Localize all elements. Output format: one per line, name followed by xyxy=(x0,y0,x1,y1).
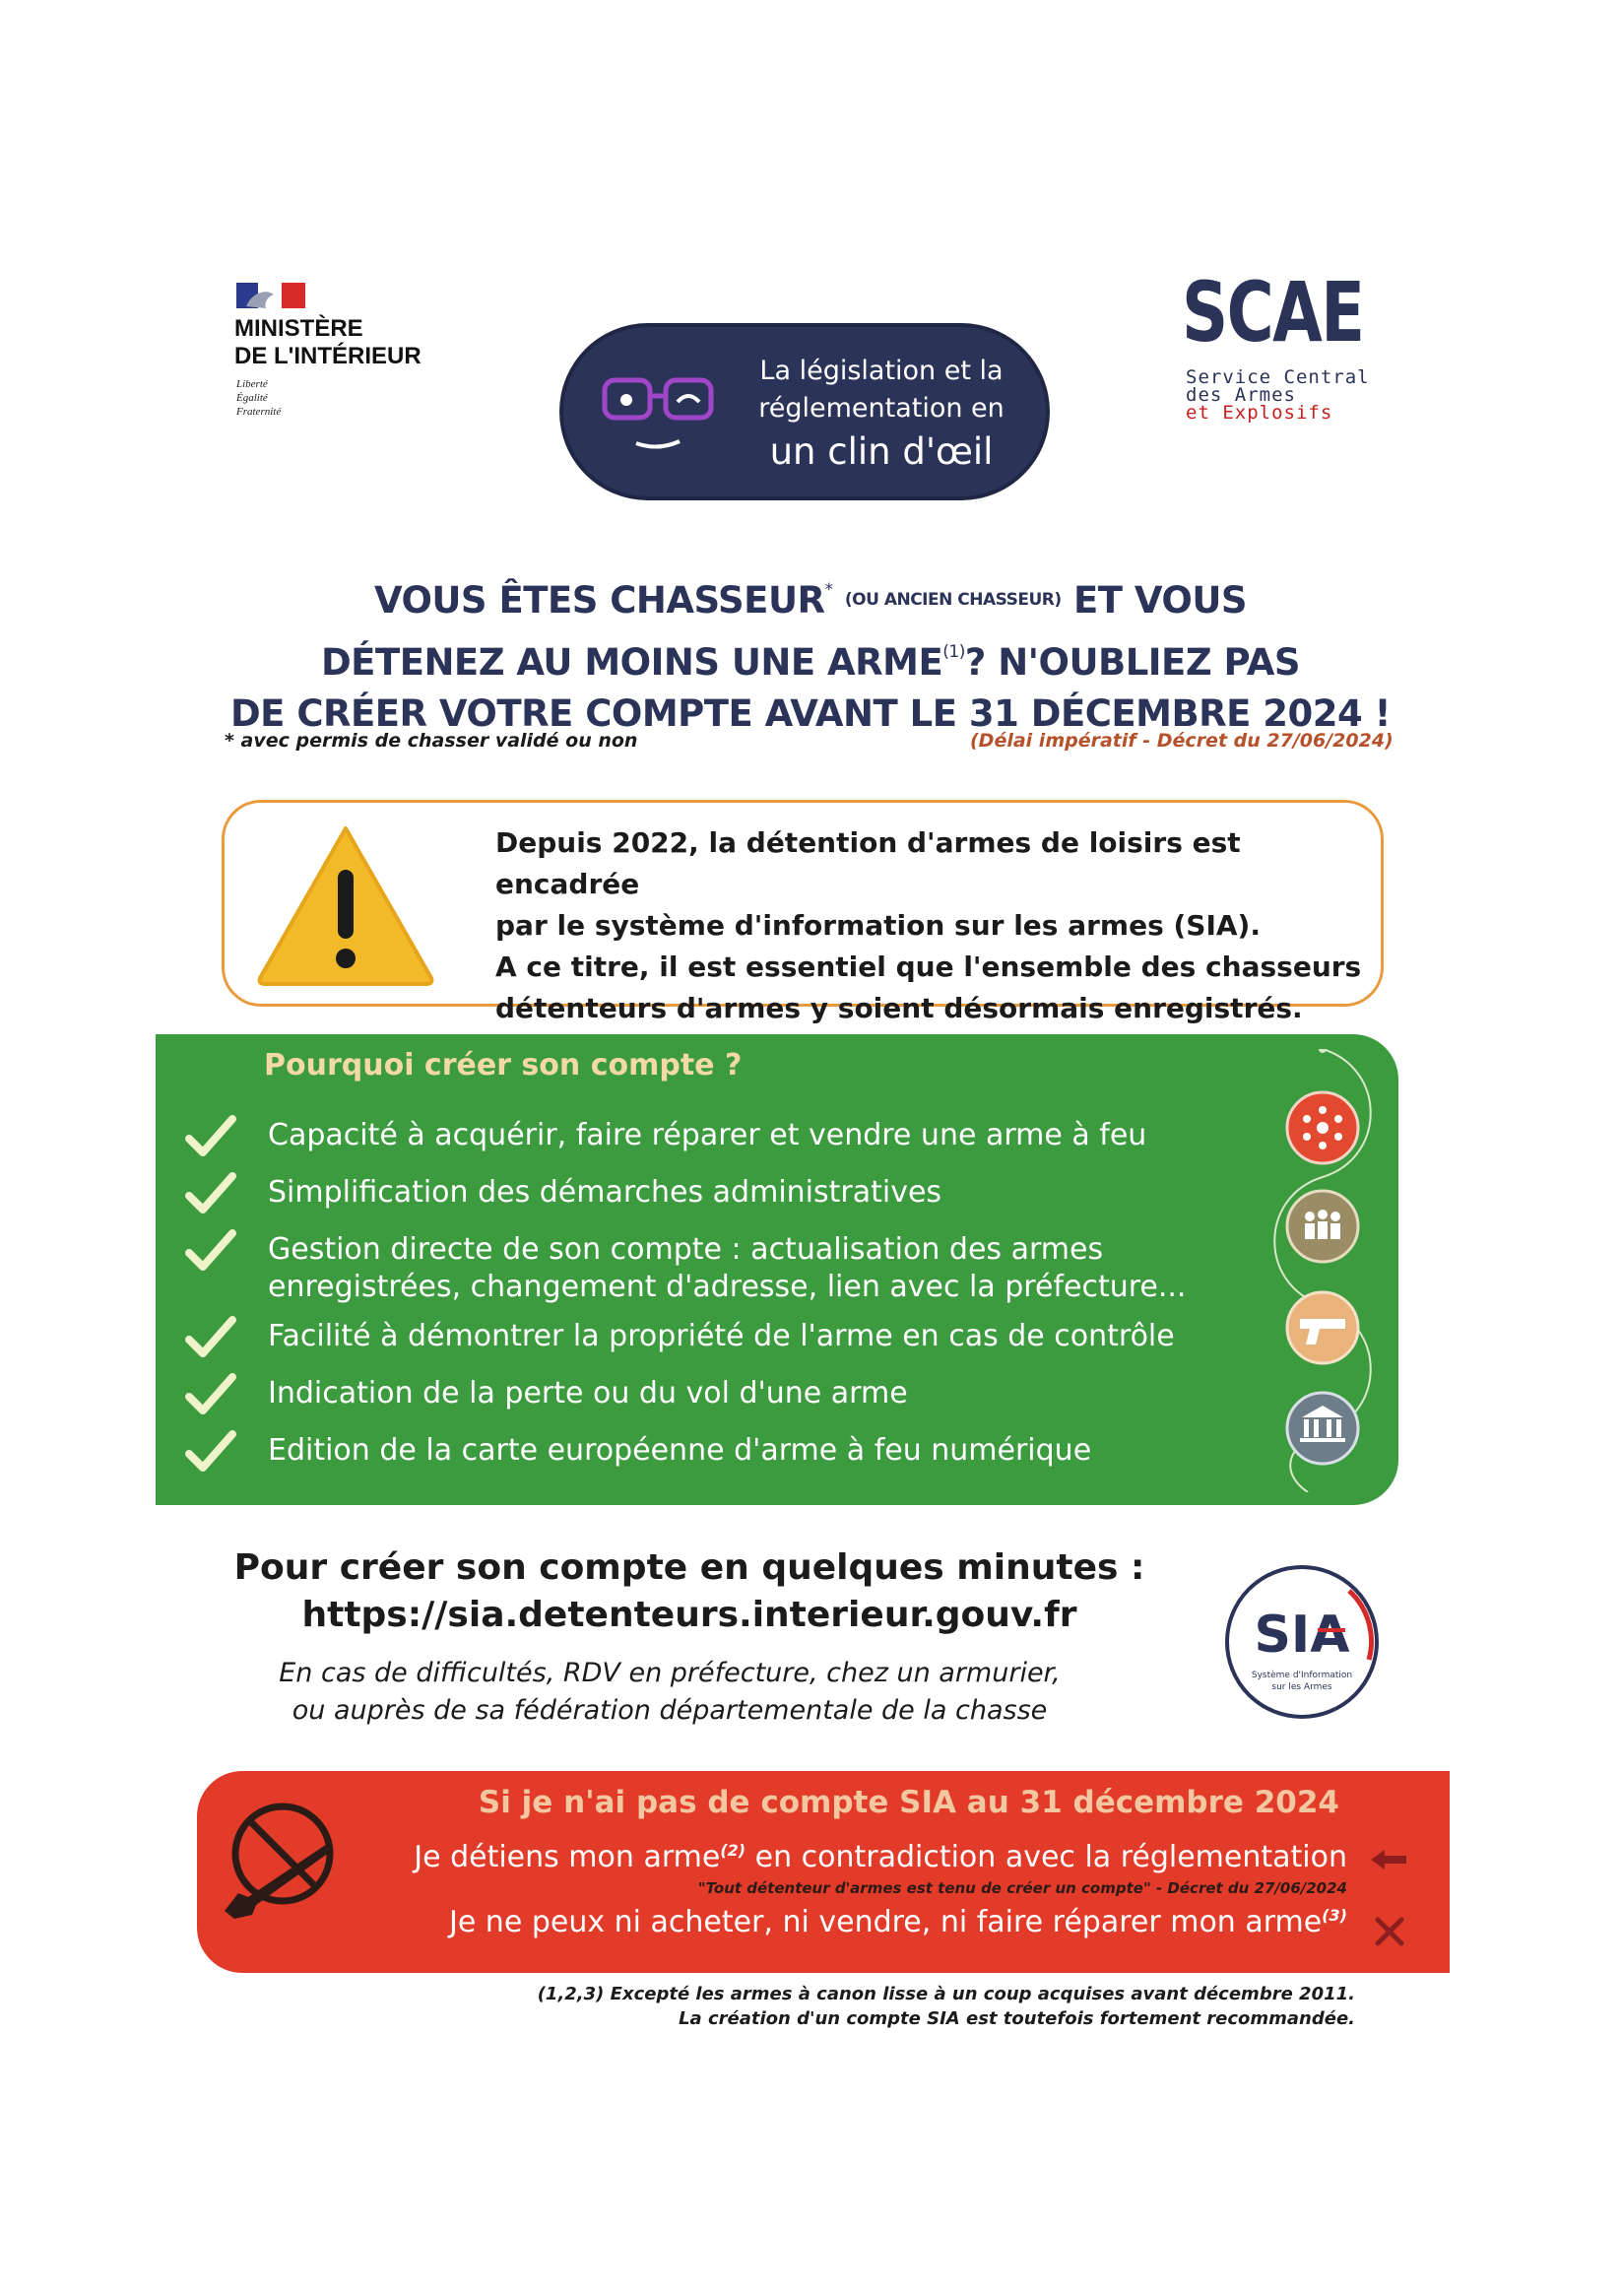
clin-doeil-banner xyxy=(563,327,1046,496)
consequence-line2 xyxy=(345,1905,1347,1939)
warning-line3: A ce titre, il est essentiel que l'ensemble des chasseurs xyxy=(495,951,1362,983)
winking-glasses-icon xyxy=(597,370,725,459)
heading-line3: DE CRÉER VOTRE COMPTE AVANT LE 31 DÉCEMBRE 2024 ! xyxy=(229,692,1392,735)
why-create-account-box xyxy=(156,1034,1398,1505)
banner-line3: un clin d'œil xyxy=(769,430,994,473)
scae-sub2: des Armes xyxy=(1186,384,1296,406)
reason-text: Simplification des démarches administratives xyxy=(268,1175,942,1210)
heading-part1: VOUS ÊTES CHASSEUR xyxy=(373,579,825,622)
cross-icon xyxy=(1375,1917,1404,1946)
heading-ref1: (1) xyxy=(942,642,965,662)
checkmark-icon xyxy=(185,1373,236,1416)
heading-small: (OU ANCIEN CHASSEUR) xyxy=(844,590,1062,610)
hunter-footnote: * avec permis de chasser validé ou non xyxy=(225,730,638,752)
reason-item xyxy=(185,1375,1229,1412)
sia-logo xyxy=(1221,1561,1383,1723)
prefecture-building-icon xyxy=(1287,1393,1358,1464)
reasons-list xyxy=(185,1117,1229,1489)
ministry-title-line2: DE L'INTÉRIEUR xyxy=(234,343,421,369)
decree-quote: "Tout détenteur d'armes est tenu de créer un compte" - Décret du 27/06/2024 xyxy=(697,1879,1347,1897)
reason-item xyxy=(185,1318,1229,1355)
reason-item xyxy=(185,1174,1229,1212)
ministry-motto xyxy=(236,377,281,419)
reason-item xyxy=(185,1231,1229,1306)
sia-url-link[interactable]: https://sia.detenteurs.interieur.gouv.fr xyxy=(301,1595,1077,1635)
scae-sub1: Service Central xyxy=(1186,366,1370,388)
heading-part2: ET VOUS xyxy=(1073,579,1248,622)
heading-line1 xyxy=(187,564,1434,626)
checkmark-icon xyxy=(185,1316,236,1359)
reason-text: Edition de la carte européenne d'arme à feu numérique xyxy=(268,1433,1092,1468)
consequence-ref2: (2) xyxy=(720,1841,746,1860)
warning-line2: par le système d'information sur les armes (SIA). xyxy=(495,909,1261,942)
motto-fraternite: Fraternité xyxy=(236,406,282,418)
motto-liberte: Liberté xyxy=(236,378,268,390)
scae-logo-wordmark xyxy=(1182,264,1364,361)
heading-line2b: ? N'OUBLIEZ PAS xyxy=(964,641,1301,684)
consequence-line1b: en contradiction avec la réglementation xyxy=(746,1840,1347,1874)
reason-text: Indication de la perte ou du vol d'une arme xyxy=(268,1376,908,1410)
checkmark-icon xyxy=(185,1229,236,1273)
scae-letters: SCAE xyxy=(1182,264,1364,361)
checkmark-icon xyxy=(185,1115,236,1158)
ministry-title-line1: MINISTÈRE xyxy=(234,315,363,342)
heading-line2a: DÉTENEZ AU MOINS UNE ARME xyxy=(320,641,943,684)
ministry-title xyxy=(234,315,421,370)
no-weapon-icon xyxy=(219,1795,347,1923)
main-heading xyxy=(187,564,1434,740)
deadline-note: (Délai impératif - Décret du 27/06/2024) xyxy=(970,730,1394,752)
motto-egalite: Égalité xyxy=(236,392,268,404)
consequences-title: Si je n'ai pas de compte SIA au 31 décembre 2024 xyxy=(478,1785,1339,1820)
create-account-title: Pour créer son compte en quelques minutes : xyxy=(233,1547,1145,1588)
consequence-ref3: (3) xyxy=(1322,1906,1347,1925)
why-title: Pourquoi créer son compte ? xyxy=(264,1048,743,1082)
consequence-line1a: Je détiens mon arme xyxy=(414,1840,721,1874)
footnote-line2: La création d'un compte SIA est toutefois fortement recommandée. xyxy=(679,2008,1355,2029)
help-line2: ou auprès de sa fédération départementale de la chasse xyxy=(292,1695,1048,1726)
sia-logo-caption1: Système d'Information xyxy=(1251,1671,1353,1680)
scae-sub3: et Explosifs xyxy=(1186,402,1333,424)
pistol-icon xyxy=(1287,1292,1358,1363)
consequence-line1 xyxy=(345,1840,1347,1874)
exceptions-footnote xyxy=(492,1982,1355,2031)
benefit-icons-column xyxy=(1268,1049,1377,1492)
group-people-icon xyxy=(1287,1191,1358,1262)
sia-logo-caption2: sur les Armes xyxy=(1271,1682,1332,1692)
scae-logo-subtitle xyxy=(1186,368,1370,422)
checkmark-icon xyxy=(185,1172,236,1215)
reason-item xyxy=(185,1432,1229,1470)
network-icon xyxy=(1287,1092,1358,1163)
footnote-line1: (1,2,3) Excepté les armes à canon lisse à un coup acquises avant décembre 2011. xyxy=(537,1984,1355,2004)
warning-text xyxy=(495,822,1362,1029)
warning-line4: détenteurs d'armes y soient désormais enregistrés. xyxy=(495,992,1303,1024)
warning-line1: Depuis 2022, la détention d'armes de loisirs est encadrée xyxy=(495,826,1241,900)
arrow-left-icon xyxy=(1369,1848,1408,1871)
sia-logo-letters: SIA xyxy=(1254,1606,1350,1665)
reason-text: Facilité à démontrer la propriété de l'arme en cas de contrôle xyxy=(268,1319,1175,1353)
checkmark-icon xyxy=(185,1430,236,1474)
help-line1: En cas de difficultés, RDV en préfecture, chez un armurier, xyxy=(279,1658,1061,1688)
warning-triangle-icon xyxy=(254,820,437,988)
reason-text: Capacité à acquérir, faire réparer et vendre une arme à feu xyxy=(268,1118,1147,1152)
reason-item xyxy=(185,1117,1229,1154)
consequence-line2-text: Je ne peux ni acheter, ni vendre, ni faire réparer mon arme xyxy=(448,1905,1323,1939)
reason-text: Gestion directe de son compte : actualisation des armes enregistrées, changement d'adresse, lien avec la préfecture... xyxy=(268,1232,1187,1304)
heading-line2 xyxy=(187,626,1434,689)
help-text xyxy=(227,1655,1113,1730)
banner-text xyxy=(729,353,1034,477)
banner-line1: La législation et la xyxy=(759,356,1004,386)
heading-asterisk: * xyxy=(824,580,833,600)
consequences-box xyxy=(197,1771,1450,1973)
marianne-flag-icon xyxy=(236,283,305,308)
warning-box xyxy=(222,800,1384,1024)
banner-line2: réglementation en xyxy=(758,393,1005,424)
